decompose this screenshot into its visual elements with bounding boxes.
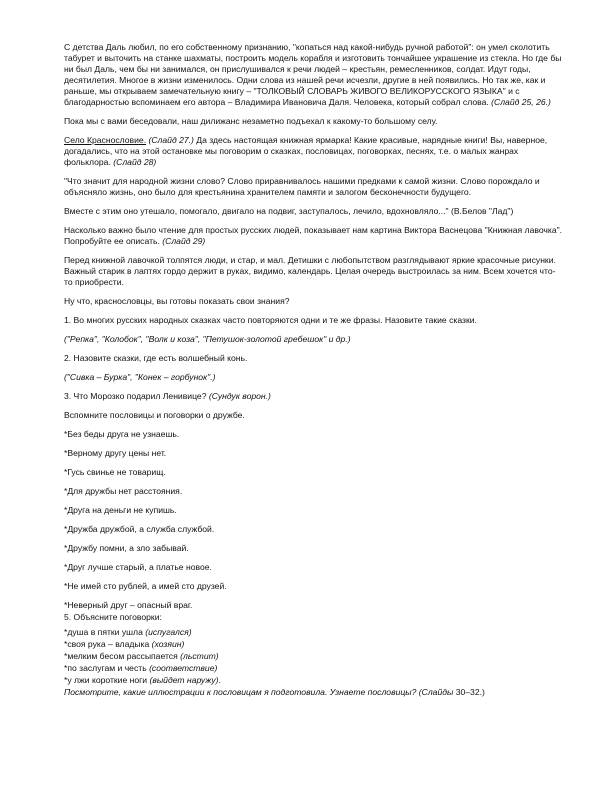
saying-answer: (испугался) [145, 627, 192, 637]
paragraph-proverbs-intro: Вспомните пословицы и поговорки о дружбе. [64, 410, 245, 420]
saying-item [64, 639, 564, 650]
proverb-item: *Без беды друга не узнаешь. [64, 429, 180, 439]
proverb-item: *Дружба дружбой, а служба службой. [64, 524, 215, 534]
paragraph-quote-word: "Что значит для народной жизни слово? Слово приравнивалось нашими предками к самой жизни. Слово порождало и объясняло жизнь, оно было для крестьянина хранителем памяти и залогом бесконечности будущего. [64, 176, 540, 197]
proverb-item: *Дружбу помни, а зло забывай. [64, 543, 189, 553]
slide-reference: (Слайд 27.) [148, 135, 194, 145]
question-1: 1. Во многих русских народных сказках часто повторяются одни и те же фразы. Назовите такие сказки. [64, 315, 477, 325]
slide-numbers: 30–32.) [455, 687, 485, 697]
saying-text: *у лжи короткие ноги [64, 675, 148, 685]
paragraph-village-arrival: Пока мы с вами беседовали, наш дилижанс незаметно подъехал к какому-то большому селу. [64, 116, 438, 126]
paragraph-quote-belov: Вместе с этим оно утешало, помогало, двигало на подвиг, заступалось, лечило, вдохновляло..." (В.Белов "Лад") [64, 206, 514, 216]
question-text: 3. Что Морозко подарил Ленивице? [64, 391, 207, 401]
answer-text: ("Репка", "Колобок", "Волк и коза", "Петушок-золотой гребешок" и др.) [64, 334, 351, 344]
answer-text: (Сундук ворон.) [208, 391, 271, 401]
answer-1 [64, 334, 564, 345]
paragraph-ready-question: Ну что, краснословцы, вы готовы показать свои знания? [64, 296, 290, 306]
paragraph-vasnetsov-painting [64, 225, 564, 247]
paragraph-text: С детства Даль любил, по его собственному признанию, "копаться над какой-нибудь ручной работой": он умел сколотить табурет и выточить на станке шахматы, построить модель корабля и изготовить тончайшее украшение из стекла. Но где бы ни был Даль, чем бы ни занимался, он прислушивался к речи людей – крестьян, ремесленников, солдат. Идут годы, десятилетия. Многое в жизни изменилось. Одни слова из нашей речи исчезли, другие в ней появились. Но так же, как и раньше, мы открываем замечательную книгу – "ТОЛКОВЫЙ СЛОВАРЬ ЖИВОГО ВЕЛИКОРУССКОГО ЯЗЫКА" и с благодарностью вспоминаем его автора – Владимира Ивановича Даля. Человека, который собрал слова. [64, 42, 562, 107]
saying-text: *своя рука – владыка [64, 639, 150, 649]
saying-answer: (льстит) [180, 651, 219, 661]
proverb-item: *Друга на деньги не купишь. [64, 505, 177, 515]
saying-item [64, 663, 564, 674]
illustrations-text: Посмотрите, какие иллюстрации к пословицам я подготовила. Узнаете пословицы? [64, 687, 417, 697]
saying-answer: (выйдет наружу). [149, 675, 221, 685]
saying-answer: (хозяин) [151, 639, 185, 649]
saying-text: *душа в пятки ушла [64, 627, 143, 637]
document-page [64, 42, 564, 706]
paragraph-text: Насколько важно было чтение для простых русских людей, показывает нам картина Виктора Васнецова "Книжная лавочка". Попробуйте ее описать. [64, 225, 563, 246]
proverb-item: *Гусь свинье не товарищ. [64, 467, 166, 477]
proverb-item: *Не имей сто рублей, а имей сто друзей. [64, 581, 227, 591]
proverb-item: *Друг лучше старый, а платье новое. [64, 562, 212, 572]
saying-text: *мелким бесом рассыпается [64, 651, 178, 661]
paragraph-dal-biography [64, 42, 564, 108]
proverb-item: *Для дружбы нет расстояния. [64, 486, 183, 496]
saying-text: *по заслугам и честь [64, 663, 147, 673]
village-name: Село Краснословие. [64, 135, 147, 145]
answer-text: ("Сивка – Бурка", "Конек – горбунок".) [64, 372, 216, 382]
paragraph-krasnoslovie [64, 135, 564, 168]
slide-reference: (Слайд 29) [162, 236, 206, 246]
slide-reference: (Слайд 28) [113, 157, 157, 167]
paragraph-painting-description: Перед книжной лавочкой толпятся люди, и стар, и мал. Детишки с любопытством разглядывают яркие красочные рисунки. Важный старик в лаптях гордо держит в руках, видимо, календарь. Целая очередь выстроилась за ним. Всем хочется что-то приобрести. [64, 255, 556, 287]
answer-2 [64, 372, 564, 383]
slide-reference: (Слайд 25, 26.) [491, 97, 551, 107]
proverb-item: *Верному другу цены нет. [64, 448, 167, 458]
paragraph-illustrations [64, 687, 564, 698]
proverb-item: *Неверный друг – опасный враг. [64, 600, 193, 610]
slide-reference: (Слайды [418, 687, 454, 697]
saying-item [64, 627, 564, 638]
question-5: 5. Объясните поговорки: [64, 612, 162, 622]
paragraph-text: Да здесь настоящая книжная ярмарка! Какие красивые, нарядные книги! Вы, наверное, догадались, что на этой остановке мы поговорим о сказках, пословицах, поговорках, песнях, т.е. о малых жанрах фольклора. [64, 135, 548, 167]
saying-item [64, 675, 564, 686]
question-2: 2. Назовите сказки, где есть волшебный конь. [64, 353, 248, 363]
question-3 [64, 391, 564, 402]
saying-answer: (соответствие) [149, 663, 218, 673]
saying-item [64, 651, 564, 662]
